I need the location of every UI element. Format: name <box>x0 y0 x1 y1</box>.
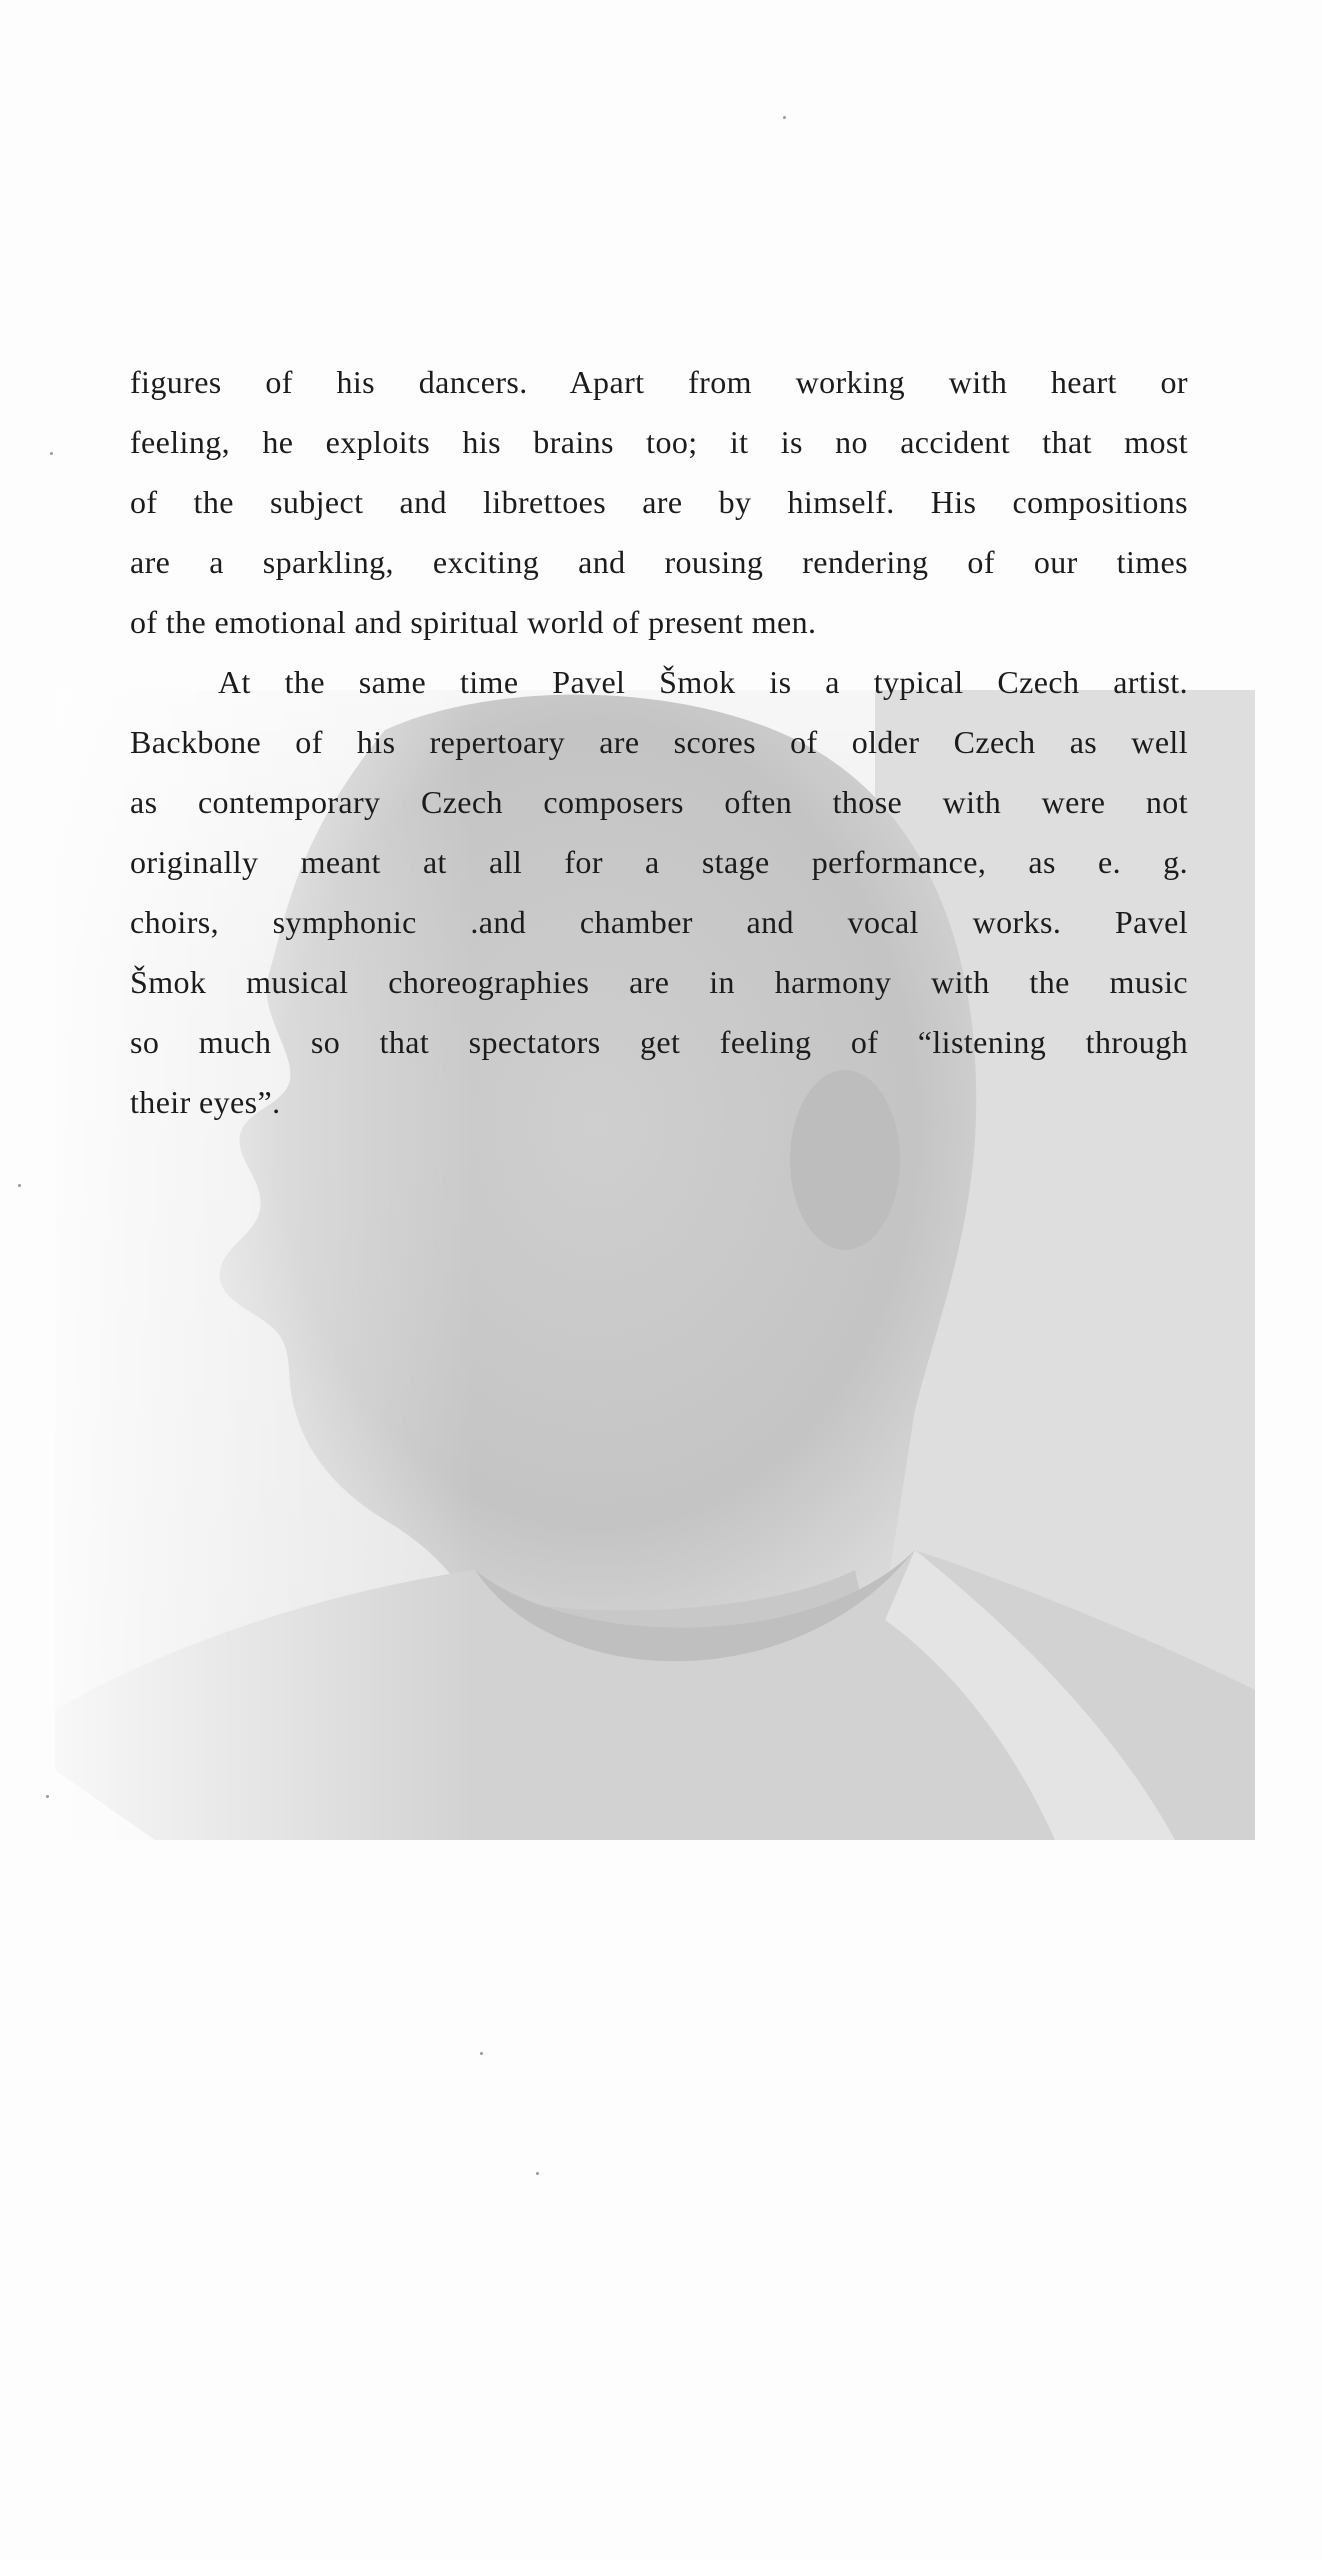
text-line: feeling, he exploits his brains too; it is no accident that most <box>130 424 1188 460</box>
scan-speck <box>783 116 786 119</box>
paragraph-2 <box>130 652 1188 1132</box>
text-line: are a sparkling, exciting and rousing rendering of our times <box>130 544 1188 580</box>
text-line: figures of his dancers. Apart from working with heart or <box>130 364 1188 400</box>
text-line: Šmok musical choreographies are in harmony with the music <box>130 964 1188 1000</box>
text-line: so much so that spectators get feeling of “listening through <box>130 1024 1188 1060</box>
scan-speck <box>480 2052 483 2055</box>
text-line: choirs, symphonic .and chamber and vocal works. Pavel <box>130 904 1188 940</box>
paragraph-1 <box>130 352 1188 652</box>
text-line: At the same time Pavel Šmok is a typical Czech artist. <box>218 664 1188 700</box>
text-line: their eyes”. <box>130 1084 281 1120</box>
text-line: of the subject and librettoes are by himself. His compositions <box>130 484 1188 520</box>
text-line: of the emotional and spiritual world of present men. <box>130 604 817 640</box>
text-line: as contemporary Czech composers often those with were not <box>130 784 1188 820</box>
scan-speck <box>536 2172 539 2175</box>
scan-speck <box>46 1795 49 1798</box>
scan-speck <box>50 452 53 455</box>
text-line: Backbone of his repertoary are scores of older Czech as well <box>130 724 1188 760</box>
scan-speck <box>18 1184 21 1187</box>
text-line: originally meant at all for a stage performance, as e. g. <box>130 844 1188 880</box>
body-text <box>130 352 1188 1132</box>
